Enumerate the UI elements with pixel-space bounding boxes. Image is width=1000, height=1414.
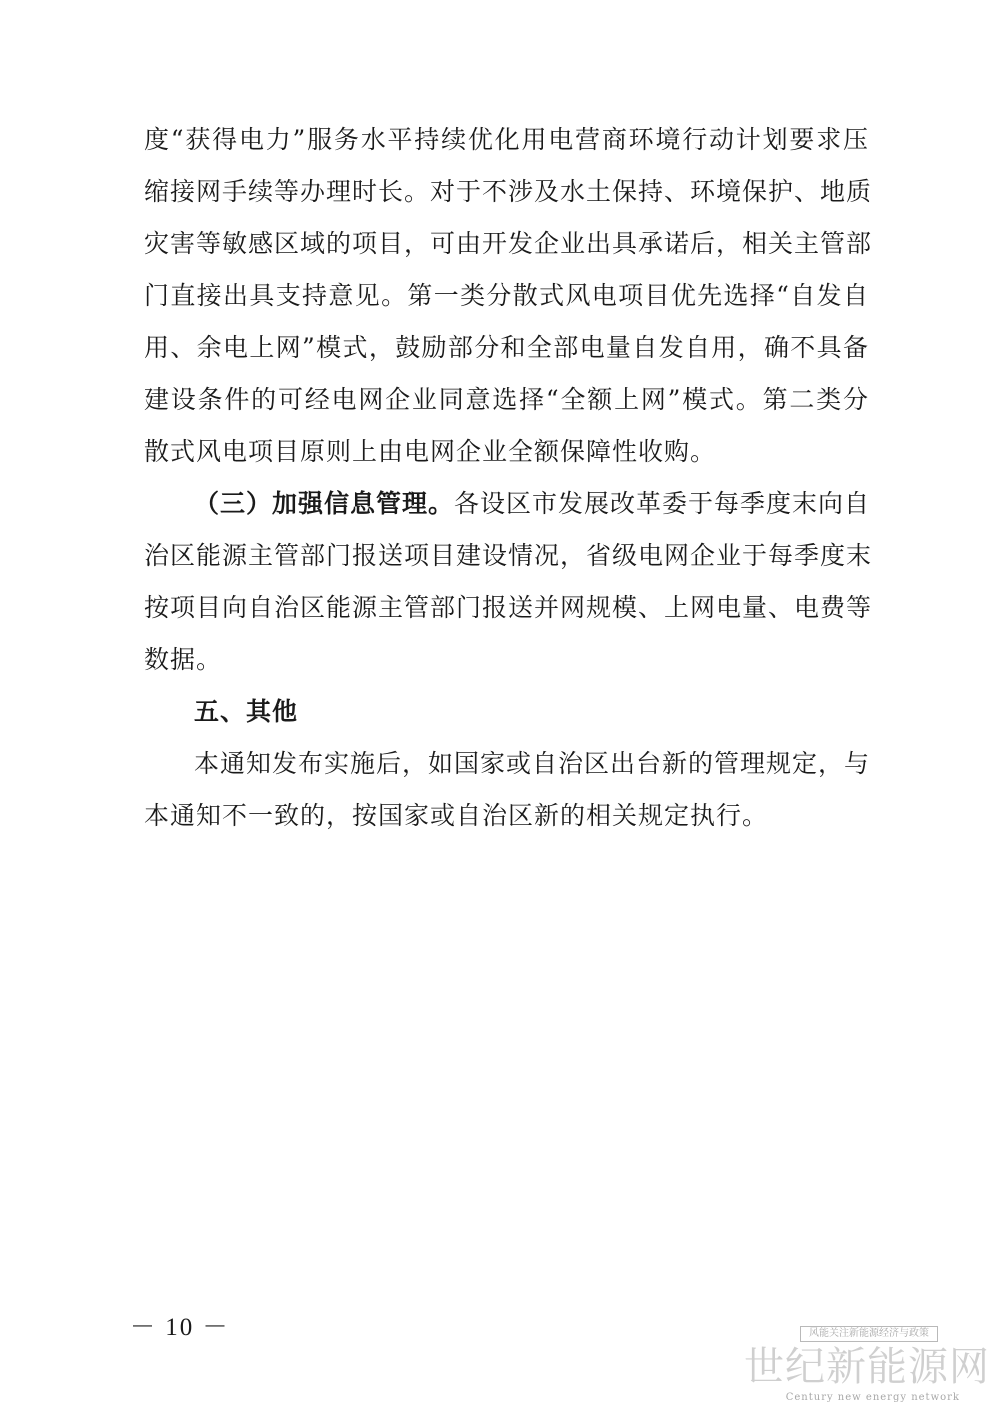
watermark-sub-text: Century new energy network xyxy=(785,1392,960,1403)
paragraph-line: 门直接出具支持意见。第一类分散式风电项目优先选择“自发自 xyxy=(144,281,869,310)
section-3-heading: （三）加强信息管理。 xyxy=(194,489,455,518)
section-3-first-line-text: 各设区市发展改革委于每季度末向自 xyxy=(454,489,871,518)
page-number: － 10 － xyxy=(130,1314,230,1341)
paragraph-line: 建设条件的可经电网企业同意选择“全额上网”模式。第二类分 xyxy=(144,385,869,414)
watermark-logo xyxy=(744,1326,990,1406)
paragraph-line: 灾害等敏感区域的项目，可由开发企业出具承诺后，相关主管部 xyxy=(144,229,873,258)
paragraph-line: 用、余电上网”模式，鼓励部分和全部电量自发自用，确不具备 xyxy=(144,333,869,362)
section-3-first-line xyxy=(194,488,869,519)
watermark-main-text: 世纪新能源网 xyxy=(744,1344,990,1390)
paragraph-line: 缩接网手续等办理时长。对于不涉及水土保持、环境保护、地质 xyxy=(144,177,873,206)
paragraph-line: 本通知不一致的，按国家或自治区新的相关规定执行。 xyxy=(144,801,769,830)
paragraph-line: 本通知发布实施后，如国家或自治区出台新的管理规定，与 xyxy=(194,749,871,778)
paragraph-line: 度“获得电力”服务水平持续优化用电营商环境行动计划要求压 xyxy=(144,125,869,154)
paragraph-line: 治区能源主管部门报送项目建设情况，省级电网企业于每季度末 xyxy=(144,541,873,570)
paragraph-line: 数据。 xyxy=(144,645,223,674)
watermark-top-text: 风能关注新能源经济与政策 xyxy=(800,1326,938,1342)
paragraph-line: 散式风电项目原则上由电网企业全额保障性收购。 xyxy=(144,437,717,466)
paragraph-line: 按项目向自治区能源主管部门报送并网规模、上网电量、电费等 xyxy=(144,593,873,622)
section-5-heading: 五、其他 xyxy=(194,697,299,726)
